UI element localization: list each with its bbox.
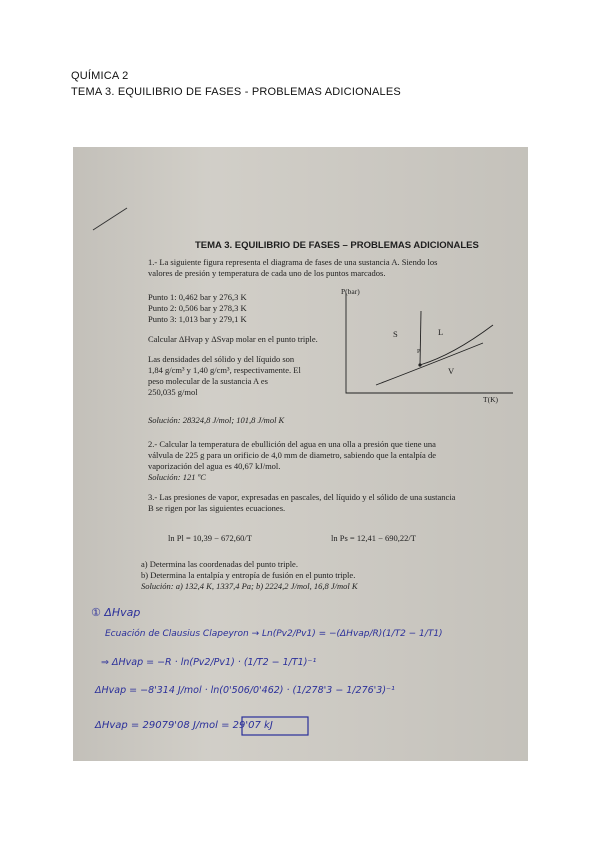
result-box [241,715,311,739]
question-a: a) Determina las coordenadas del punto triple. [141,559,298,569]
problem2-line2: válvula de 225 g para un orificio de 4,0 mm de diametro, sabiendo que la entalpía de [148,450,436,460]
density-line4: 250,035 g/mol [148,387,198,397]
handwritten-line3: ΔHvap = −8'314 J/mol · ln(0'506/0'462) · (1/278'3 − 1/276'3)⁻¹ [95,685,395,696]
problem3-line1: 3.- Las presiones de vapor, expresadas en pascales, del líquido y el sólido de una sustancia [148,492,456,502]
solution2: Solución: 121 ºC [148,472,206,482]
density-line2: 1,84 g/cm³ y 1,40 g/cm³, respectivamente. El [148,365,301,375]
punto2: Punto 2: 0,506 bar y 278,3 K [148,303,247,313]
diagram-s: S [393,329,398,339]
solution1: Solución: 28324,8 J/mol; 101,8 J/mol K [148,415,285,425]
problem2-line3: vaporización del agua es 40,67 kJ/mol. [148,461,281,471]
handwritten-line1: Ecuación de Clausius Clapeyron → Ln(Pv2/Pv1) = −(ΔHvap/R)(1/T2 − 1/T1) [105,629,443,639]
diagram-ylabel: P(bar) [341,287,360,296]
question-b: b) Determina la entalpía y entropía de fusión en el punto triple. [141,570,356,580]
phase-diagram [328,285,518,405]
diagram-l: L [438,327,444,337]
pen-stroke [91,202,131,232]
problem1-line2: valores de presión y temperatura de cada uno de los puntos marcados. [148,268,386,278]
photographed-worksheet [73,147,528,761]
problem2-line1: 2.- Calcular la temperatura de ebullición del agua en una olla a presión que tiene una [148,439,436,449]
equation-liquid: ln Pl = 10,39 − 672,60/T [168,533,252,543]
diagram-v: V [448,366,455,376]
punto3: Punto 3: 1,013 bar y 279,1 K [148,314,247,324]
worksheet-title: TEMA 3. EQUILIBRIO DE FASES – PROBLEMAS ADICIONALES [195,240,479,251]
problem3-line2: B se rigen por las siguientes ecuaciones. [148,503,286,513]
diagram-xlabel: T(K) [483,395,498,404]
header-course: QUÍMICA 2 [71,70,129,82]
handwritten-heading: ① ΔHvap [91,606,141,619]
header-topic: TEMA 3. EQUILIBRIO DE FASES - PROBLEMAS ADICIONALES [71,86,401,98]
solution3: Solución: a) 132,4 K, 1337,4 Pa; b) 2224,2 J/mol, 16,8 J/mol K [141,581,358,591]
diagram-point: P [417,349,421,355]
handwritten-line2: ⇒ ΔHvap = −R · ln(Pv2/Pv1) · (1/T2 − 1/T1)⁻¹ [101,657,317,668]
punto1: Punto 1: 0,462 bar y 276,3 K [148,292,247,302]
equation-solid: ln Ps = 12,41 − 690,22/T [331,533,416,543]
calc-instruction: Calcular ΔHvap y ΔSvap molar en el punto triple. [148,334,318,344]
problem1-line1: 1.- La siguiente figura representa el diagrama de fases de una sustancia A. Siendo los [148,257,438,267]
handwritten-result: ΔHvap = 29079'08 J/mol = 29'07 kJ [95,720,273,731]
density-line1: Las densidades del sólido y del líquido son [148,354,295,364]
density-line3: peso molecular de la sustancia A es [148,376,268,386]
